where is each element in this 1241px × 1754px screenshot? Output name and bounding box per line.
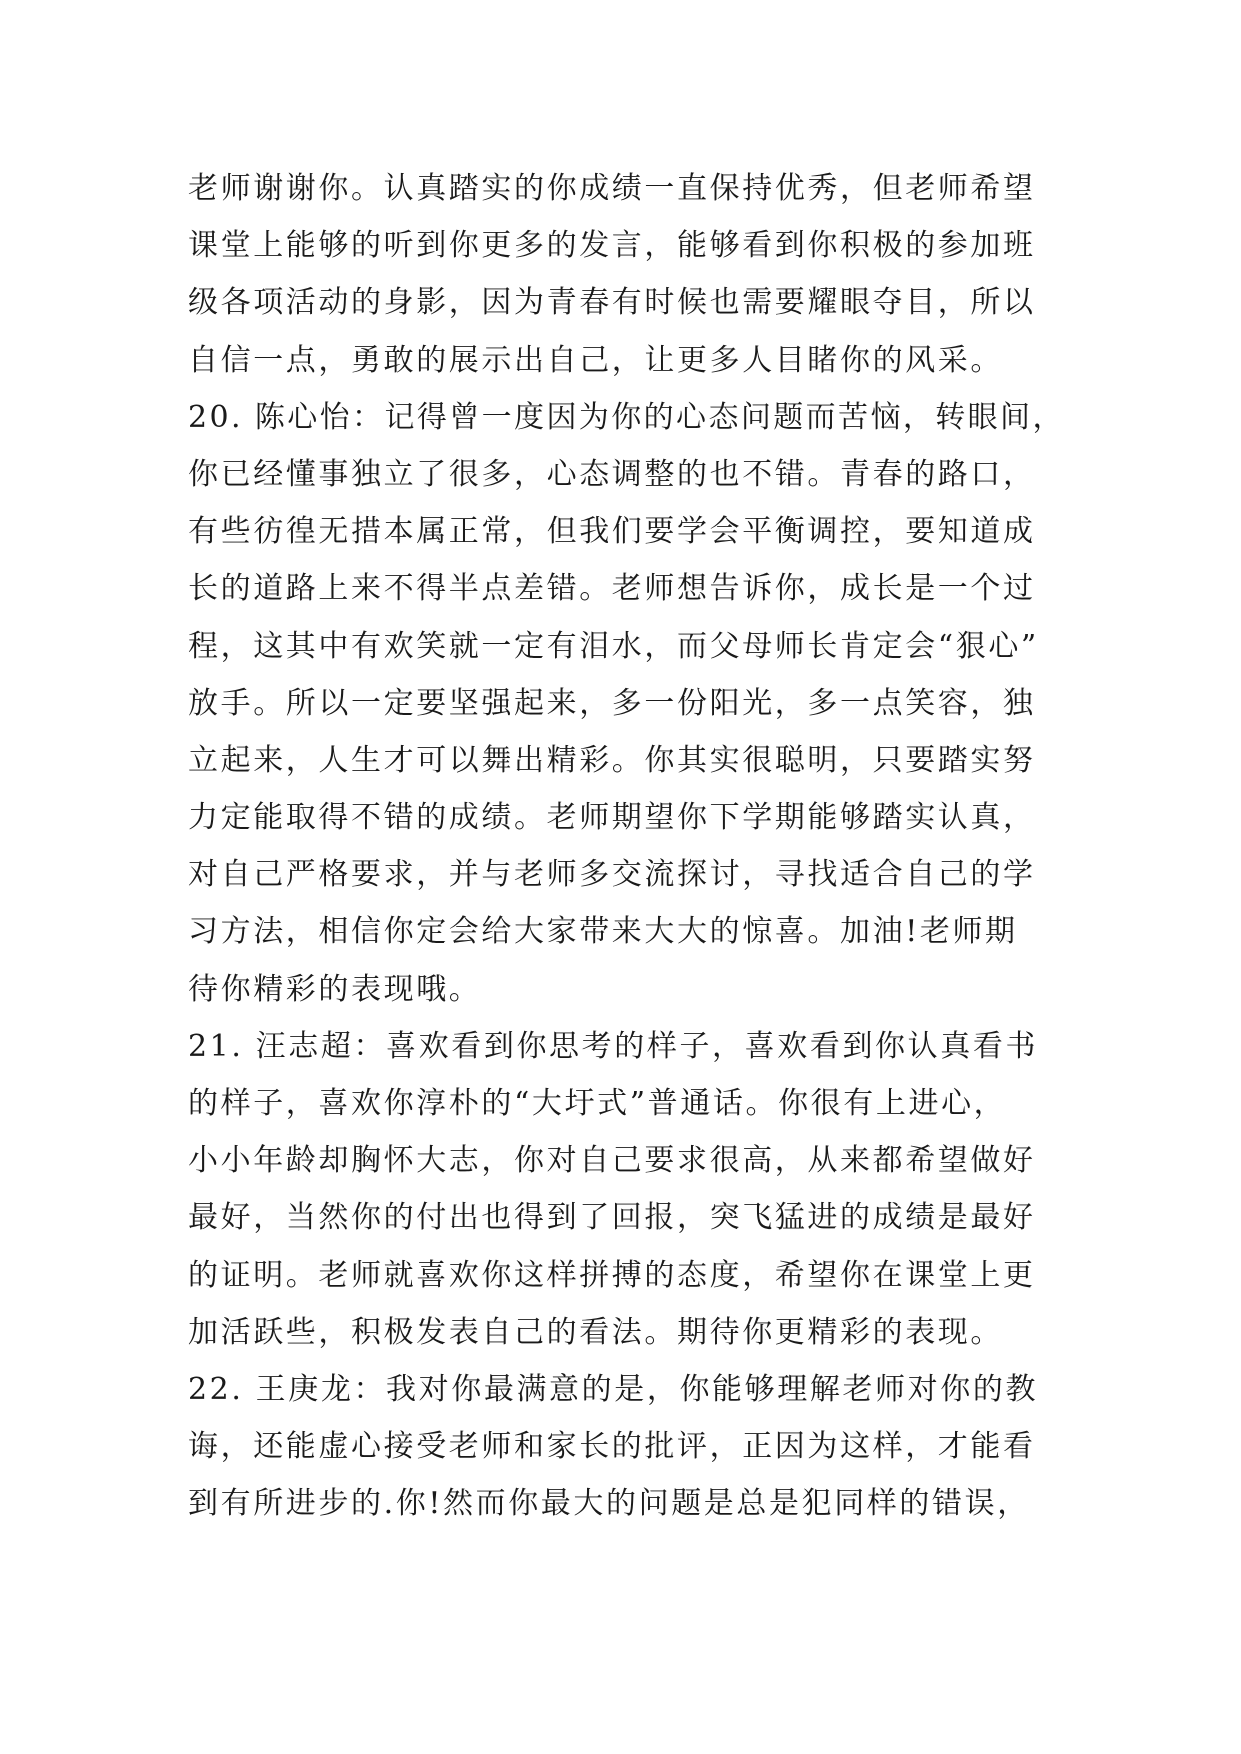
text-line: 习方法，相信你定会给大家带来大大的惊喜。加油!老师期	[188, 914, 1018, 950]
text-line: 最好，当然你的付出也得到了回报，突飞猛进的成绩是最好	[188, 1200, 1036, 1236]
text-line: 加活跃些，积极发表自己的看法。期待你更精彩的表现。	[188, 1314, 1003, 1350]
text-line: 待你精彩的表现哦。	[188, 971, 482, 1007]
text-line: 程，这其中有欢笑就一定有泪水，而父母师长肯定会“狠心”	[188, 628, 1039, 664]
text-line: 力定能取得不错的成绩。老师期望你下学期能够踏实认真，	[188, 800, 1036, 836]
text-line: 级各项活动的身影，因为青春有时候也需要耀眼夺目，所以	[188, 285, 1036, 321]
text-line: 老师谢谢你。认真踏实的你成绩一直保持优秀，但老师希望	[188, 171, 1036, 206]
text-line: 有些彷徨无措本属正常，但我们要学会平衡调控，要知道成	[188, 514, 1036, 550]
text-line: 诲，还能虚心接受老师和家长的批评，正因为这样，才能看	[188, 1429, 1036, 1465]
text-line: 小小年龄却胸怀大志，你对自己要求很高，从来都希望做好	[188, 1143, 1036, 1179]
text-line: 对自己严格要求，并与老师多交流探讨，寻找适合自己的学	[188, 857, 1036, 893]
text-line: 长的道路上来不得半点差错。老师想告诉你，成长是一个过	[188, 571, 1036, 607]
text-line: 课堂上能够的听到你更多的发言，能够看到你积极的参加班	[188, 228, 1036, 264]
text-line: 20. 陈心怡：记得曾一度因为你的心态问题而苦恼，转眼间，	[188, 399, 1065, 435]
text-line: 自信一点，勇敢的展示出自己，让更多人目睹你的风采。	[188, 342, 1003, 378]
text-line: 22. 王庚龙：我对你最满意的是，你能够理解老师对你的教	[188, 1371, 1039, 1407]
text-line: 放手。所以一定要坚强起来，多一份阳光，多一点笑容，独	[188, 685, 1036, 721]
text-line: 21. 汪志超：喜欢看到你思考的样子，喜欢看到你认真看书	[188, 1028, 1039, 1064]
text-line: 你已经懂事独立了很多，心态调整的也不错。青春的路口，	[188, 456, 1036, 492]
text-line: 到有所进步的.你!然而你最大的问题是总是犯同样的错误，	[188, 1486, 1030, 1522]
text-line: 的样子，喜欢你淳朴的“大圩式”普通话。你很有上进心，	[188, 1086, 1007, 1121]
document-body	[188, 160, 1068, 1533]
text-line: 立起来，人生才可以舞出精彩。你其实很聪明，只要踏实努	[188, 742, 1036, 778]
text-line: 的证明。老师就喜欢你这样拼搏的态度，希望你在课堂上更	[188, 1257, 1036, 1293]
